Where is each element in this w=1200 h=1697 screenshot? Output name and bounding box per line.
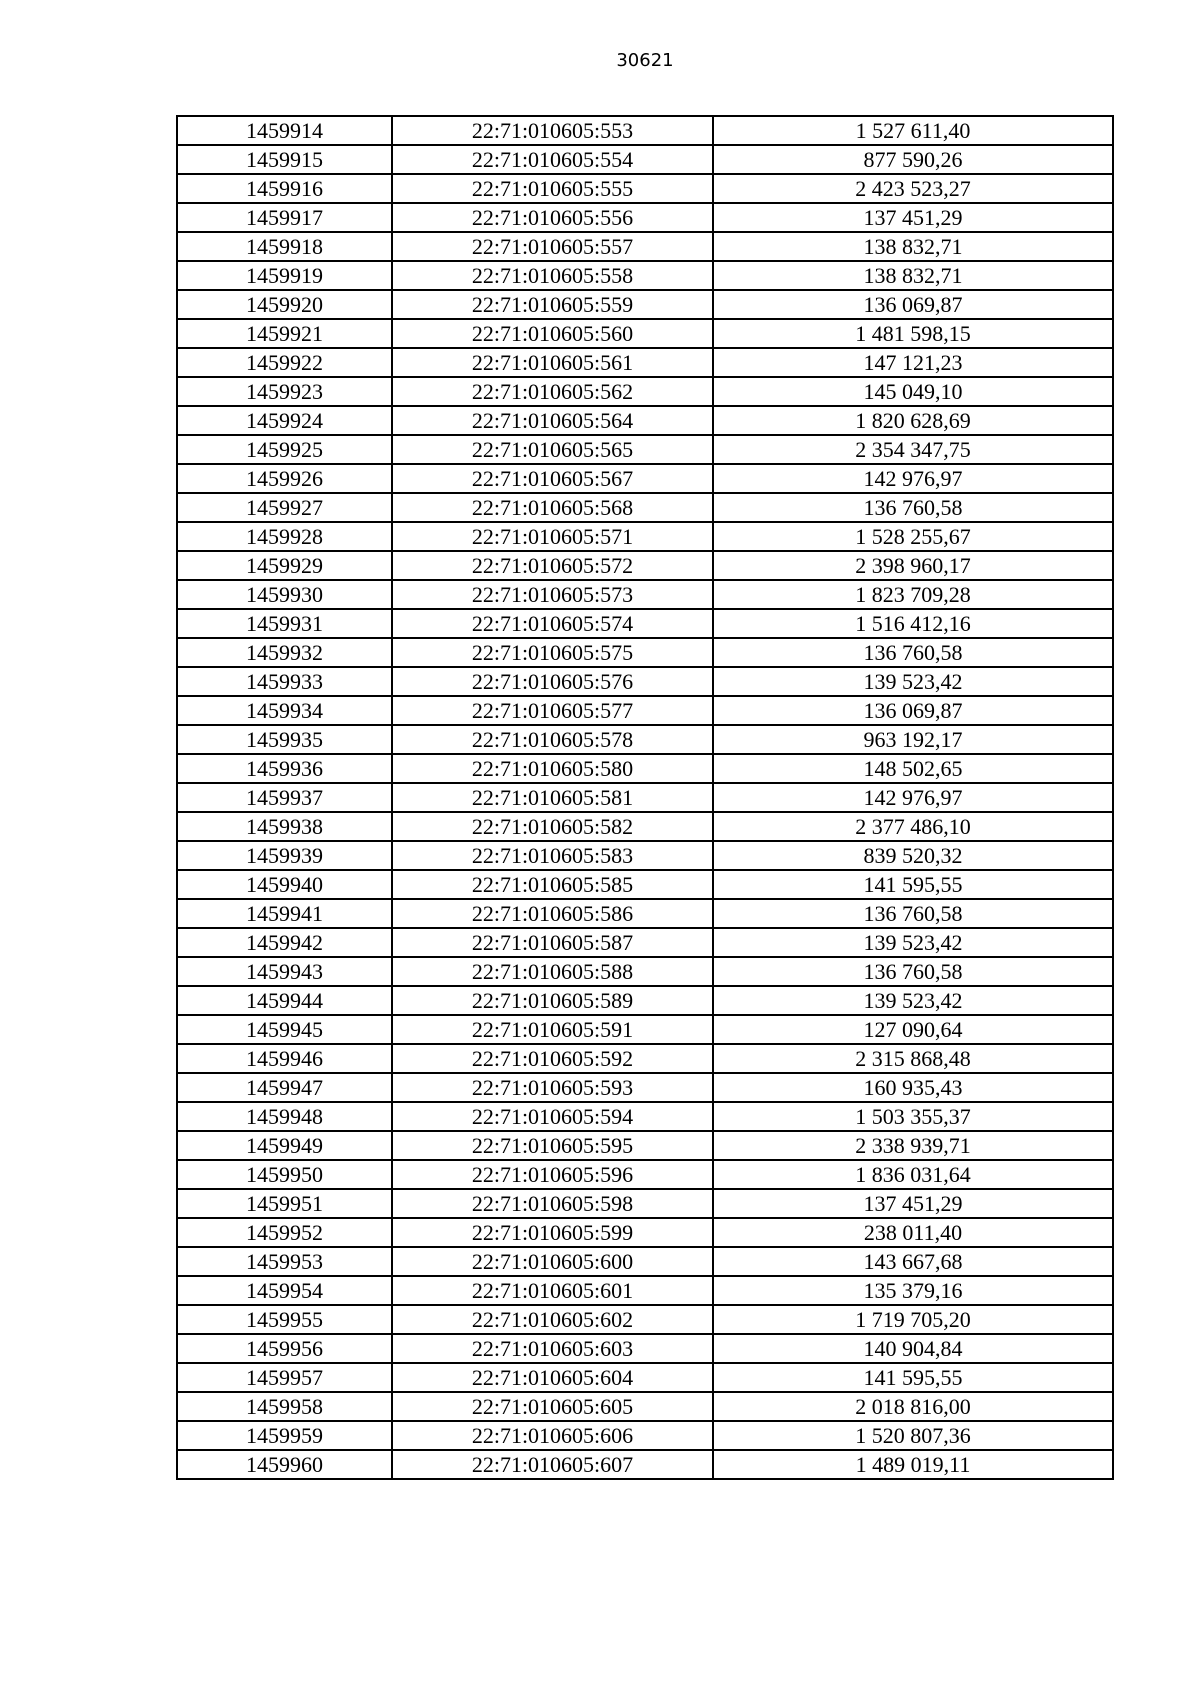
row-number-cell: 1459945 (177, 1015, 392, 1044)
cadastral-number-cell: 22:71:010605:588 (392, 957, 713, 986)
table-row (177, 1189, 1113, 1218)
cadastral-number-cell: 22:71:010605:601 (392, 1276, 713, 1305)
row-number-cell: 1459925 (177, 435, 392, 464)
row-number-cell: 1459939 (177, 841, 392, 870)
cadastral-value-cell: 2 377 486,10 (713, 812, 1113, 841)
cadastral-number-cell: 22:71:010605:553 (392, 116, 713, 145)
table-row (177, 1363, 1113, 1392)
cadastral-number-cell: 22:71:010605:606 (392, 1421, 713, 1450)
cadastral-value-cell: 238 011,40 (713, 1218, 1113, 1247)
row-number-cell: 1459952 (177, 1218, 392, 1247)
table-row (177, 290, 1113, 319)
row-number-cell: 1459942 (177, 928, 392, 957)
cadastral-number-cell: 22:71:010605:605 (392, 1392, 713, 1421)
cadastral-number-cell: 22:71:010605:578 (392, 725, 713, 754)
cadastral-number-cell: 22:71:010605:573 (392, 580, 713, 609)
row-number-cell: 1459921 (177, 319, 392, 348)
row-number-cell: 1459946 (177, 1044, 392, 1073)
cadastral-number-cell: 22:71:010605:607 (392, 1450, 713, 1479)
cadastral-value-cell: 148 502,65 (713, 754, 1113, 783)
table-row (177, 812, 1113, 841)
cadastral-value-cell: 136 760,58 (713, 493, 1113, 522)
cadastral-value-cell: 160 935,43 (713, 1073, 1113, 1102)
row-number-cell: 1459933 (177, 667, 392, 696)
cadastral-number-cell: 22:71:010605:559 (392, 290, 713, 319)
cadastral-value-cell: 1 528 255,67 (713, 522, 1113, 551)
table-row (177, 1160, 1113, 1189)
table-row (177, 1450, 1113, 1479)
cadastral-value-cell: 137 451,29 (713, 1189, 1113, 1218)
cadastral-value-cell: 136 760,58 (713, 638, 1113, 667)
row-number-cell: 1459935 (177, 725, 392, 754)
table-row (177, 551, 1113, 580)
cadastral-value-cell: 147 121,23 (713, 348, 1113, 377)
row-number-cell: 1459934 (177, 696, 392, 725)
row-number-cell: 1459917 (177, 203, 392, 232)
row-number-cell: 1459938 (177, 812, 392, 841)
cadastral-number-cell: 22:71:010605:592 (392, 1044, 713, 1073)
row-number-cell: 1459954 (177, 1276, 392, 1305)
table-row (177, 377, 1113, 406)
table-row (177, 1102, 1113, 1131)
cadastral-number-cell: 22:71:010605:602 (392, 1305, 713, 1334)
cadastral-value-cell: 963 192,17 (713, 725, 1113, 754)
cadastral-number-cell: 22:71:010605:582 (392, 812, 713, 841)
cadastral-value-cell: 136 760,58 (713, 957, 1113, 986)
row-number-cell: 1459914 (177, 116, 392, 145)
cadastral-value-cell: 2 315 868,48 (713, 1044, 1113, 1073)
row-number-cell: 1459923 (177, 377, 392, 406)
table-row (177, 986, 1113, 1015)
cadastral-number-cell: 22:71:010605:556 (392, 203, 713, 232)
table-row (177, 1421, 1113, 1450)
cadastral-value-cell: 139 523,42 (713, 667, 1113, 696)
cadastral-value-cell: 136 069,87 (713, 290, 1113, 319)
row-number-cell: 1459948 (177, 1102, 392, 1131)
cadastral-value-cell: 2 338 939,71 (713, 1131, 1113, 1160)
cadastral-value-cell: 137 451,29 (713, 203, 1113, 232)
row-number-cell: 1459956 (177, 1334, 392, 1363)
table-row (177, 870, 1113, 899)
row-number-cell: 1459951 (177, 1189, 392, 1218)
cadastral-number-cell: 22:71:010605:581 (392, 783, 713, 812)
table-row (177, 232, 1113, 261)
cadastral-number-cell: 22:71:010605:575 (392, 638, 713, 667)
row-number-cell: 1459922 (177, 348, 392, 377)
row-number-cell: 1459924 (177, 406, 392, 435)
row-number-cell: 1459929 (177, 551, 392, 580)
cadastral-number-cell: 22:71:010605:562 (392, 377, 713, 406)
row-number-cell: 1459918 (177, 232, 392, 261)
row-number-cell: 1459930 (177, 580, 392, 609)
cadastral-number-cell: 22:71:010605:557 (392, 232, 713, 261)
row-number-cell: 1459927 (177, 493, 392, 522)
page-number: 30621 (616, 50, 674, 71)
table-row (177, 841, 1113, 870)
cadastral-number-cell: 22:71:010605:564 (392, 406, 713, 435)
table-row (177, 609, 1113, 638)
table-row (177, 1276, 1113, 1305)
row-number-cell: 1459953 (177, 1247, 392, 1276)
table-row (177, 928, 1113, 957)
row-number-cell: 1459957 (177, 1363, 392, 1392)
cadastral-number-cell: 22:71:010605:572 (392, 551, 713, 580)
row-number-cell: 1459928 (177, 522, 392, 551)
cadastral-value-cell: 139 523,42 (713, 928, 1113, 957)
cadastral-value-cell: 136 760,58 (713, 899, 1113, 928)
cadastral-value-cell: 1 520 807,36 (713, 1421, 1113, 1450)
cadastral-number-cell: 22:71:010605:577 (392, 696, 713, 725)
table-row (177, 348, 1113, 377)
cadastral-value-cell: 135 379,16 (713, 1276, 1113, 1305)
cadastral-value-cell: 1 823 709,28 (713, 580, 1113, 609)
cadastral-value-table (176, 115, 1114, 1480)
table-row (177, 725, 1113, 754)
row-number-cell: 1459960 (177, 1450, 392, 1479)
cadastral-number-cell: 22:71:010605:585 (392, 870, 713, 899)
table-body (177, 116, 1113, 1479)
table-row (177, 1218, 1113, 1247)
cadastral-value-cell: 136 069,87 (713, 696, 1113, 725)
table-row (177, 464, 1113, 493)
table-row (177, 116, 1113, 145)
cadastral-value-cell: 2 018 816,00 (713, 1392, 1113, 1421)
row-number-cell: 1459919 (177, 261, 392, 290)
table-row (177, 435, 1113, 464)
cadastral-value-cell: 145 049,10 (713, 377, 1113, 406)
cadastral-number-cell: 22:71:010605:594 (392, 1102, 713, 1131)
cadastral-number-cell: 22:71:010605:604 (392, 1363, 713, 1392)
cadastral-number-cell: 22:71:010605:583 (392, 841, 713, 870)
cadastral-number-cell: 22:71:010605:586 (392, 899, 713, 928)
row-number-cell: 1459937 (177, 783, 392, 812)
cadastral-number-cell: 22:71:010605:568 (392, 493, 713, 522)
cadastral-value-cell: 2 398 960,17 (713, 551, 1113, 580)
cadastral-number-cell: 22:71:010605:598 (392, 1189, 713, 1218)
table-row (177, 1073, 1113, 1102)
row-number-cell: 1459944 (177, 986, 392, 1015)
row-number-cell: 1459926 (177, 464, 392, 493)
cadastral-value-cell: 1 836 031,64 (713, 1160, 1113, 1189)
table-row (177, 638, 1113, 667)
cadastral-value-cell: 877 590,26 (713, 145, 1113, 174)
cadastral-number-cell: 22:71:010605:576 (392, 667, 713, 696)
cadastral-number-cell: 22:71:010605:595 (392, 1131, 713, 1160)
cadastral-number-cell: 22:71:010605:603 (392, 1334, 713, 1363)
table-row (177, 261, 1113, 290)
cadastral-value-cell: 140 904,84 (713, 1334, 1113, 1363)
cadastral-value-cell: 127 090,64 (713, 1015, 1113, 1044)
cadastral-number-cell: 22:71:010605:591 (392, 1015, 713, 1044)
cadastral-value-cell: 839 520,32 (713, 841, 1113, 870)
table-row (177, 145, 1113, 174)
row-number-cell: 1459936 (177, 754, 392, 783)
table-row (177, 957, 1113, 986)
table-row (177, 174, 1113, 203)
table-row (177, 783, 1113, 812)
cadastral-number-cell: 22:71:010605:571 (392, 522, 713, 551)
cadastral-value-cell: 141 595,55 (713, 870, 1113, 899)
cadastral-number-cell: 22:71:010605:560 (392, 319, 713, 348)
cadastral-value-cell: 1 489 019,11 (713, 1450, 1113, 1479)
table-row (177, 1015, 1113, 1044)
cadastral-number-cell: 22:71:010605:574 (392, 609, 713, 638)
table-row (177, 754, 1113, 783)
cadastral-number-cell: 22:71:010605:554 (392, 145, 713, 174)
table-row (177, 1334, 1113, 1363)
cadastral-number-cell: 22:71:010605:599 (392, 1218, 713, 1247)
table-row (177, 1131, 1113, 1160)
cadastral-value-cell: 1 516 412,16 (713, 609, 1113, 638)
table-row (177, 1392, 1113, 1421)
cadastral-number-cell: 22:71:010605:600 (392, 1247, 713, 1276)
cadastral-number-cell: 22:71:010605:593 (392, 1073, 713, 1102)
table-row (177, 696, 1113, 725)
cadastral-number-cell: 22:71:010605:565 (392, 435, 713, 464)
row-number-cell: 1459915 (177, 145, 392, 174)
row-number-cell: 1459941 (177, 899, 392, 928)
row-number-cell: 1459916 (177, 174, 392, 203)
row-number-cell: 1459955 (177, 1305, 392, 1334)
row-number-cell: 1459949 (177, 1131, 392, 1160)
table-row (177, 319, 1113, 348)
row-number-cell: 1459958 (177, 1392, 392, 1421)
cadastral-number-cell: 22:71:010605:567 (392, 464, 713, 493)
row-number-cell: 1459959 (177, 1421, 392, 1450)
row-number-cell: 1459931 (177, 609, 392, 638)
cadastral-value-cell: 142 976,97 (713, 464, 1113, 493)
cadastral-value-cell: 138 832,71 (713, 232, 1113, 261)
row-number-cell: 1459940 (177, 870, 392, 899)
cadastral-number-cell: 22:71:010605:580 (392, 754, 713, 783)
cadastral-number-cell: 22:71:010605:561 (392, 348, 713, 377)
cadastral-value-cell: 142 976,97 (713, 783, 1113, 812)
table-row (177, 1247, 1113, 1276)
table-row (177, 522, 1113, 551)
row-number-cell: 1459950 (177, 1160, 392, 1189)
cadastral-value-cell: 143 667,68 (713, 1247, 1113, 1276)
row-number-cell: 1459920 (177, 290, 392, 319)
table-row (177, 1305, 1113, 1334)
table-row (177, 406, 1113, 435)
cadastral-number-cell: 22:71:010605:596 (392, 1160, 713, 1189)
table-row (177, 899, 1113, 928)
cadastral-number-cell: 22:71:010605:555 (392, 174, 713, 203)
cadastral-value-cell: 1 719 705,20 (713, 1305, 1113, 1334)
row-number-cell: 1459943 (177, 957, 392, 986)
cadastral-value-cell: 2 354 347,75 (713, 435, 1113, 464)
cadastral-number-cell: 22:71:010605:589 (392, 986, 713, 1015)
cadastral-number-cell: 22:71:010605:587 (392, 928, 713, 957)
cadastral-value-cell: 2 423 523,27 (713, 174, 1113, 203)
cadastral-value-cell: 1 820 628,69 (713, 406, 1113, 435)
cadastral-value-cell: 141 595,55 (713, 1363, 1113, 1392)
cadastral-value-cell: 1 503 355,37 (713, 1102, 1113, 1131)
table-row (177, 580, 1113, 609)
cadastral-value-cell: 1 527 611,40 (713, 116, 1113, 145)
row-number-cell: 1459932 (177, 638, 392, 667)
cadastral-value-cell: 138 832,71 (713, 261, 1113, 290)
table-row (177, 493, 1113, 522)
cadastral-number-cell: 22:71:010605:558 (392, 261, 713, 290)
table-row (177, 203, 1113, 232)
table-row (177, 1044, 1113, 1073)
table-row (177, 667, 1113, 696)
cadastral-value-cell: 1 481 598,15 (713, 319, 1113, 348)
cadastral-value-cell: 139 523,42 (713, 986, 1113, 1015)
row-number-cell: 1459947 (177, 1073, 392, 1102)
